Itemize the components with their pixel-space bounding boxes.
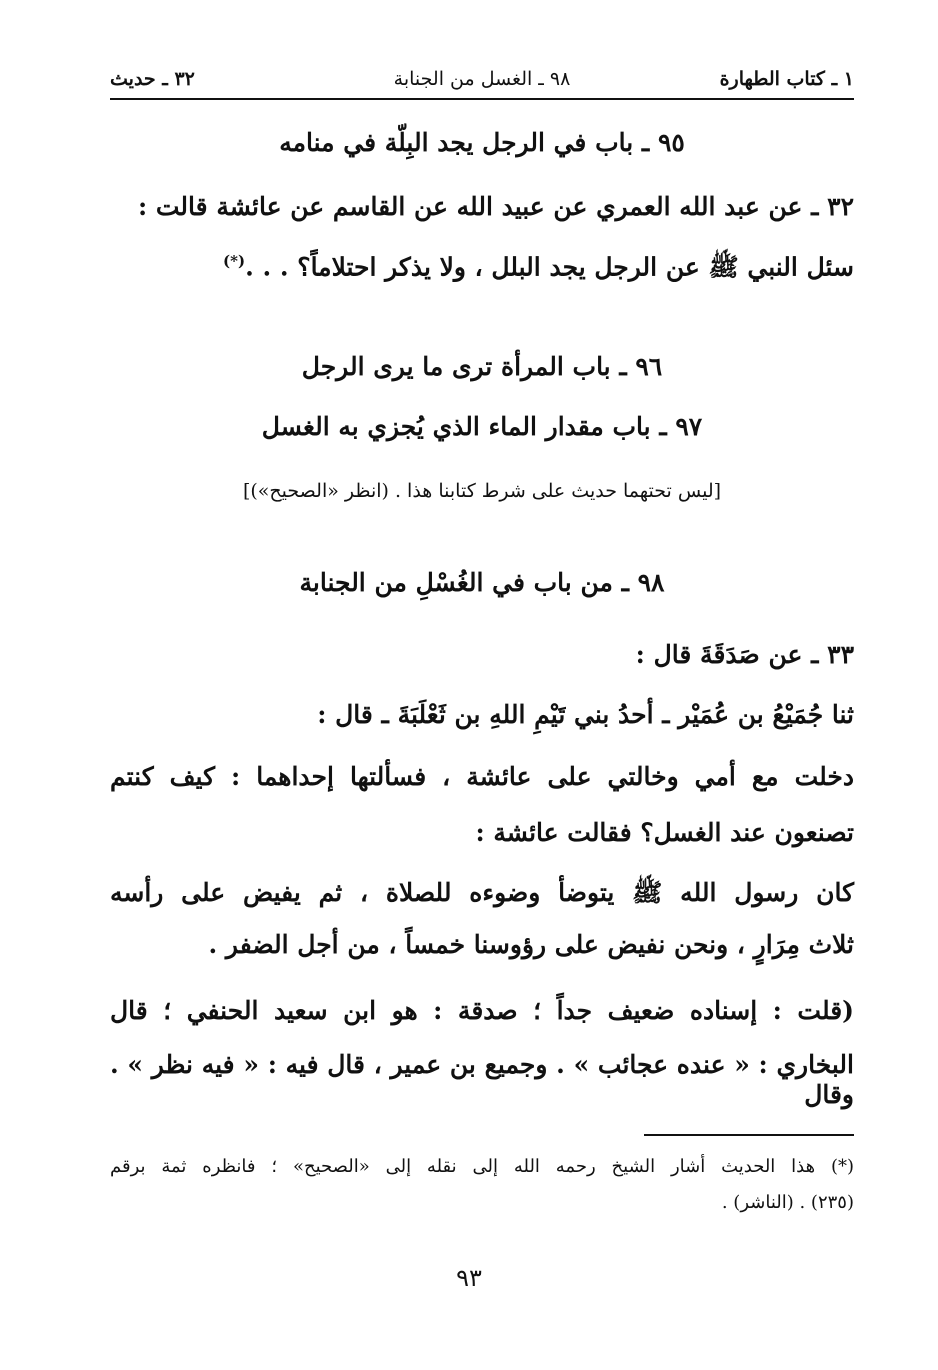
heading-chapter-96: ٩٦ ـ باب المرأة ترى ما يرى الرجل <box>301 352 663 381</box>
header-chapter-title: ٩٨ ـ الغسل من الجنابة <box>393 68 571 90</box>
footnote-line-1: (*) هذا الحديث أشار الشيخ رحمه الله إلى نقله إلى «الصحيح» ؛ فانظره ثمة برقم <box>110 1156 854 1177</box>
comment-line-2: البخاري : « عنده عجائب » . وجميع بن عمير ، قال فيه : « فيه نظر » . وقال <box>110 1050 854 1109</box>
footnote-separator <box>644 1134 854 1136</box>
heading-chapter-97: ٩٧ ـ باب مقدار الماء الذي يُجزي به الغسل <box>261 412 703 441</box>
no-hadith-note: [ليس تحتهما حديث على شرط كتابنا هذا . (انظر «الصحيح»)] <box>242 480 722 502</box>
hadith-33-line-5: كان رسول الله ﷺ يتوضأ وضوءه للصلاة ، ثم يفيض على رأسه <box>110 878 854 907</box>
footnote-marker: (*) <box>223 252 246 270</box>
hadith-32-line-1: ٣٢ ـ عن عبد الله العمري عن عبيد الله عن القاسم عن عائشة قالت : <box>137 192 854 221</box>
footnote-line-2: (٢٣٥) . (الناشر) . <box>721 1192 854 1213</box>
hadith-33-line-1: ٣٣ ـ عن صَدَقَةَ قال : <box>635 640 854 669</box>
page-number: ٩٣ <box>456 1264 482 1292</box>
hadith-33-line-3: دخلت مع أمي وخالتي على عائشة ، فسألتها إحداهما : كيف كنتم <box>110 762 854 791</box>
hadith-33-line-6: ثلاث مِرَارٍ ، ونحن نفيض على رؤوسنا خمساً ، من أجل الضفر . <box>208 930 854 959</box>
heading-chapter-98: ٩٨ ـ من باب في الغُسْلِ من الجنابة <box>299 568 665 597</box>
running-header <box>110 62 854 100</box>
hadith-33-line-4: تصنعون عند الغسل؟ فقالت عائشة : <box>475 818 854 847</box>
header-book-title: ١ ـ كتاب الطهارة <box>719 68 854 90</box>
hadith-33-line-2: ثنا جُمَيْعُ بن عُمَيْر ـ أحدُ بني تَيْمِ اللهِ بن ثَعْلَبَةَ ـ قال : <box>317 700 854 729</box>
hadith-32-text: سئل النبي ﷺ عن الرجل يجد البلل ، ولا يذكر احتلاماً؟ . . . <box>245 252 854 282</box>
hadith-32-line-2 <box>223 252 854 282</box>
heading-chapter-95: ٩٥ ـ باب في الرجل يجد البِلّة في منامه <box>279 128 685 157</box>
comment-line-1: (قلت : إسناده ضعيف جداً ؛ صدقة : هو ابن سعيد الحنفي ؛ قال <box>110 996 854 1025</box>
header-hadith-range: ٣٢ ـ حديث <box>110 68 195 90</box>
